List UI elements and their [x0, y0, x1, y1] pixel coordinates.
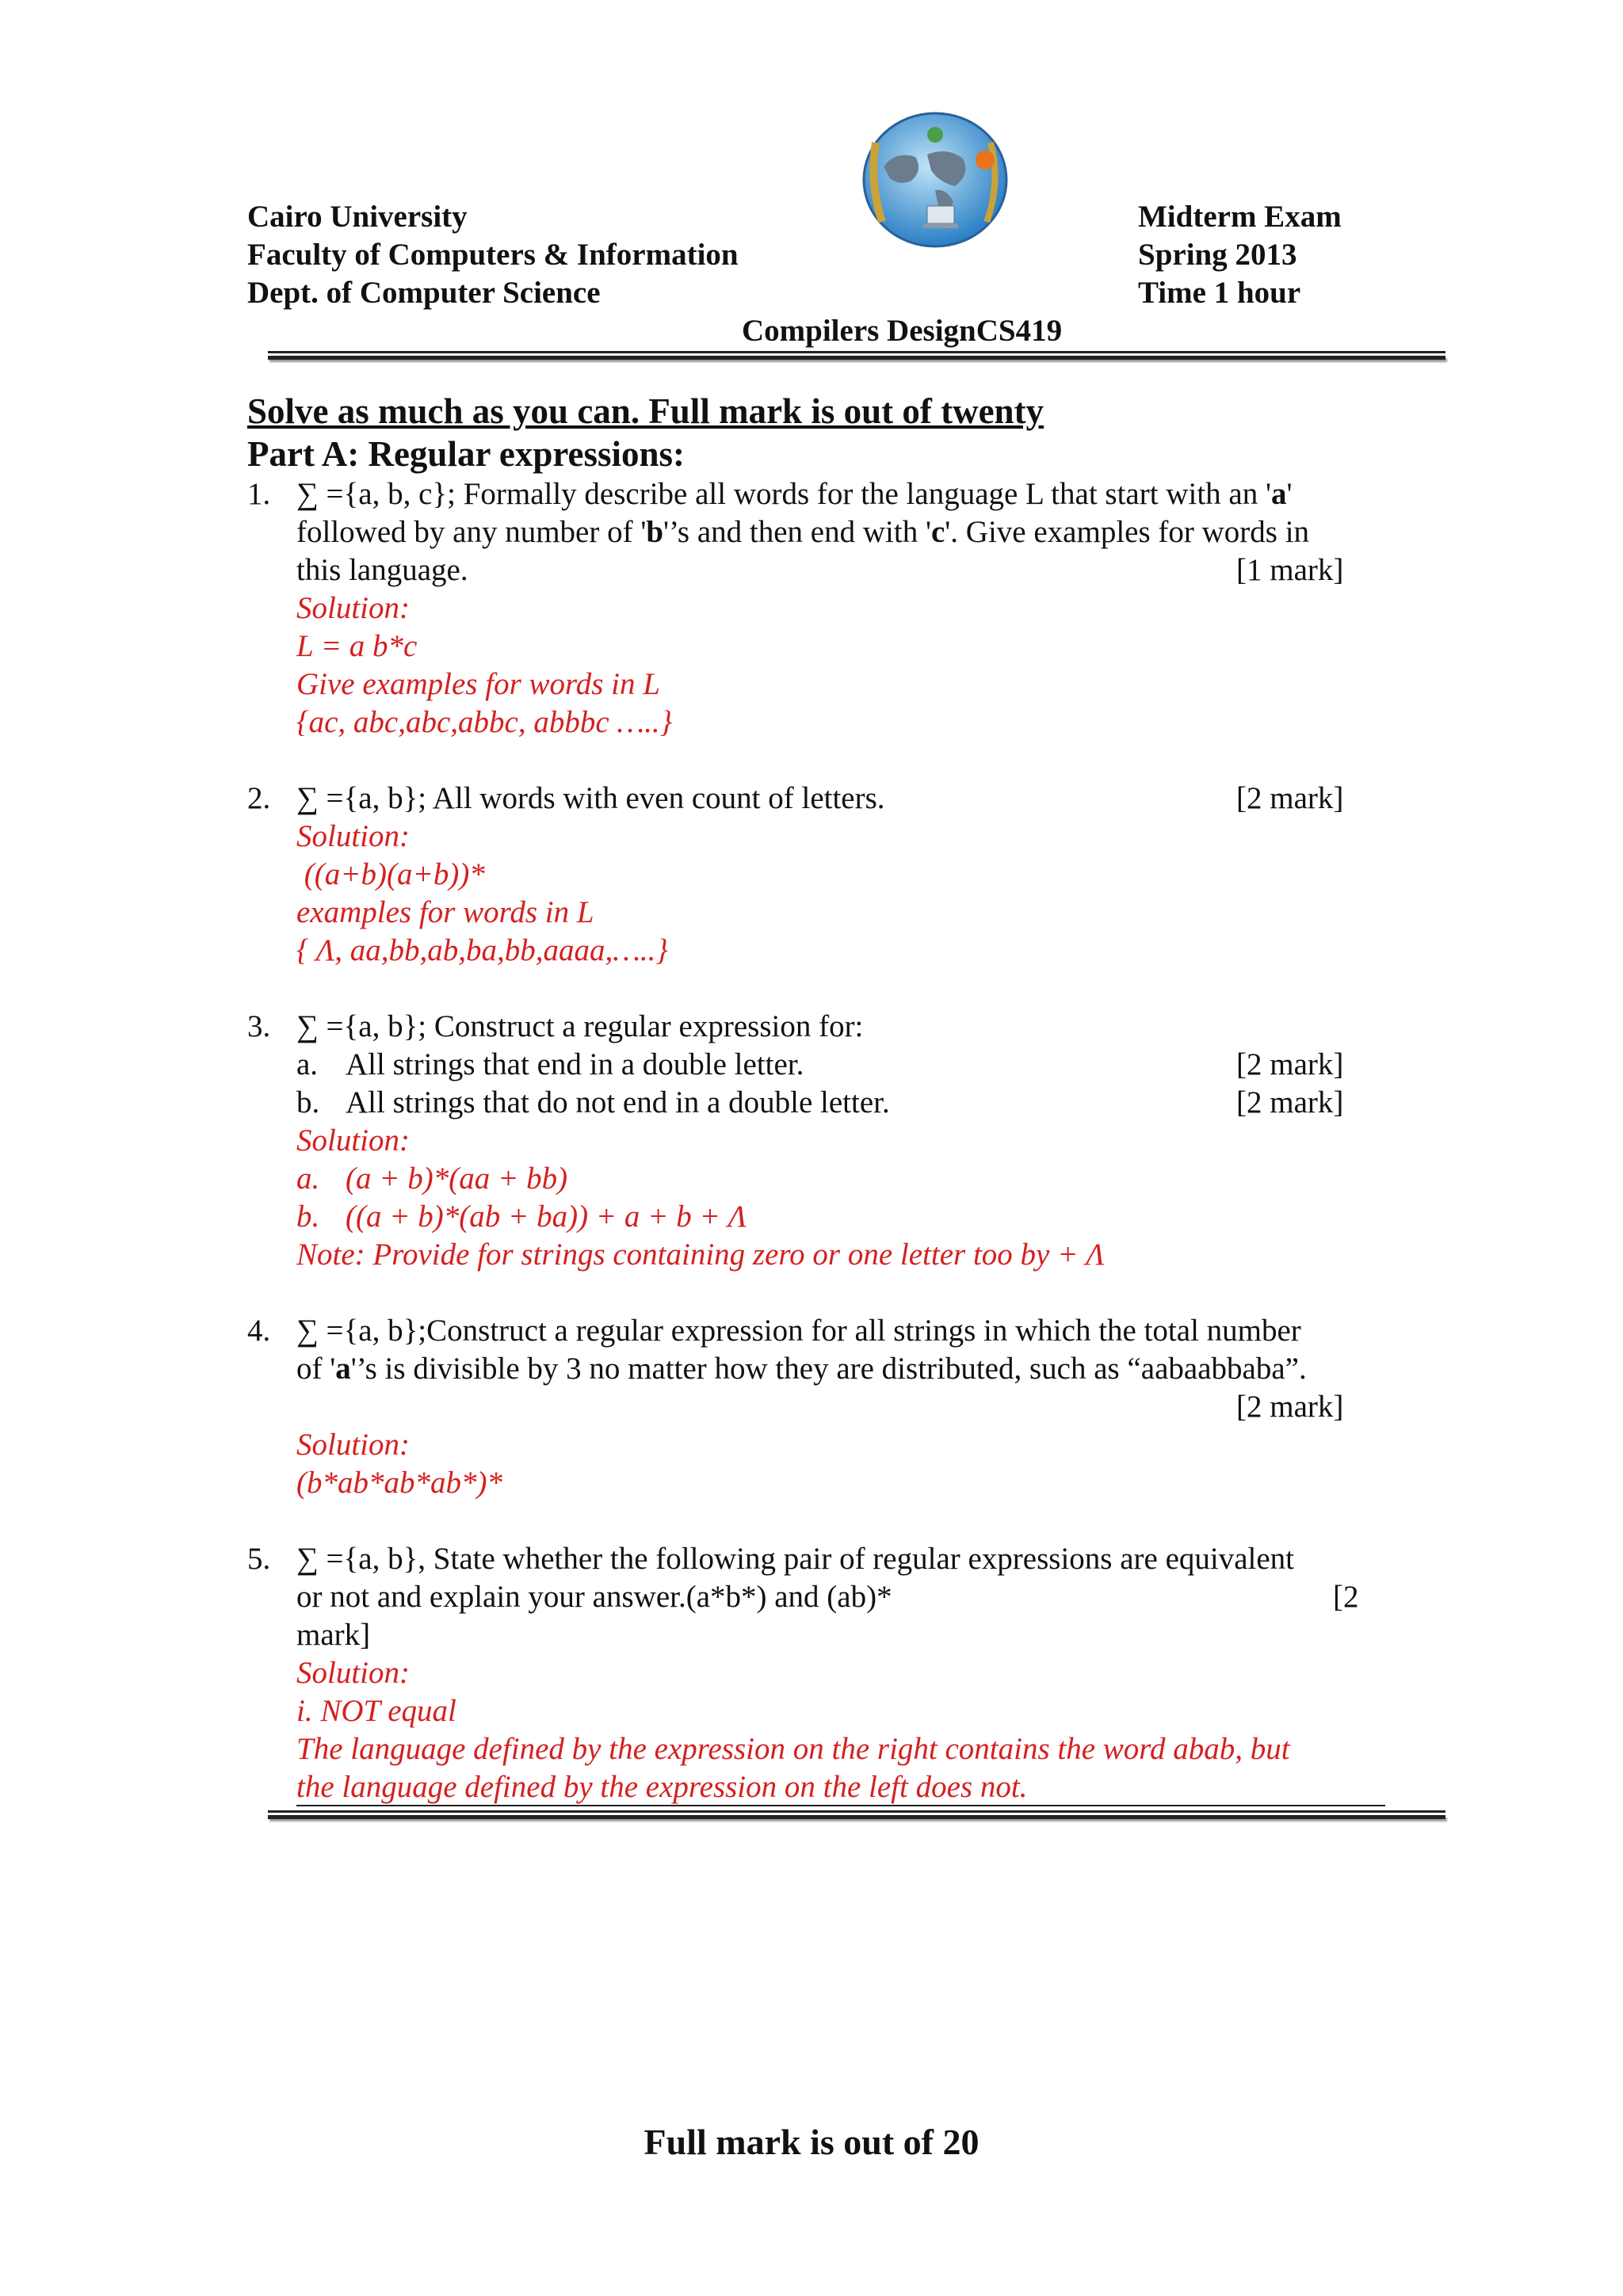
solution-line: { Λ, aa,bb,ab,ba,bb,aaaa,…..} — [296, 933, 668, 967]
question-text: ∑ ={a, b}, State whether the following pair of regular expressions are equivalent — [296, 1542, 1295, 1576]
solution-label: Solution: — [296, 1428, 410, 1462]
question-text: ∑ ={a, b};Construct a regular expression for all strings in which the total number — [296, 1314, 1301, 1348]
solution-label: Solution: — [296, 1123, 410, 1158]
exam-type: Midterm Exam — [1138, 200, 1342, 234]
question-mark: [1 mark] — [1236, 553, 1344, 587]
header-divider — [268, 351, 1445, 360]
subquestion-label: b. — [296, 1085, 320, 1119]
question-mark: [2 mark] — [1236, 1085, 1344, 1119]
university-name: Cairo University — [247, 200, 468, 234]
solution-note: Note: Provide for strings containing zero or one letter too by + Λ — [296, 1238, 1105, 1272]
answer-label: a. — [296, 1161, 320, 1196]
footer-total-mark: Full mark is out of 20 — [643, 2122, 980, 2162]
question-mark: [2 — [1333, 1580, 1359, 1614]
question-mark: [2 mark] — [1236, 1390, 1344, 1424]
subquestion-text: All strings that end in a double letter. — [346, 1047, 804, 1081]
solution-label: Solution: — [296, 819, 410, 853]
question-number: 4. — [247, 1314, 271, 1348]
footer-divider — [268, 1810, 1445, 1820]
question-text: followed by any number of 'b'’s and then end with 'c'. Give examples for words in — [296, 515, 1310, 549]
exam-duration: Time 1 hour — [1138, 276, 1301, 310]
part-title: Part A: Regular expressions: — [247, 434, 685, 474]
question-mark: [2 mark] — [1236, 1047, 1344, 1081]
question-number: 2. — [247, 781, 271, 815]
subquestion-text: All strings that do not end in a double letter. — [346, 1085, 890, 1119]
solution-line: L = a b*c — [296, 629, 418, 663]
question-text: ∑ ={a, b}; Construct a regular expression for: — [296, 1009, 864, 1043]
solution-line: (b*ab*ab*ab*)* — [296, 1466, 502, 1500]
question-mark: mark] — [296, 1618, 371, 1652]
question-text: this language. — [296, 553, 468, 587]
exam-semester: Spring 2013 — [1138, 238, 1297, 272]
solution-label: Solution: — [296, 1656, 410, 1690]
solution-line: examples for words in L — [296, 895, 594, 929]
answer-underline — [296, 1805, 1385, 1806]
question-text: ∑ ={a, b, c}; Formally describe all words for the language L that start with an 'a' — [296, 477, 1293, 511]
solution-line: Give examples for words in L — [296, 667, 660, 701]
question-text: or not and explain your answer.(a*b*) and (ab)* — [296, 1580, 892, 1614]
answer-text: ((a + b)*(ab + ba)) + a + b + Λ — [346, 1199, 747, 1234]
question-mark: [2 mark] — [1236, 781, 1344, 815]
question-number: 1. — [247, 477, 271, 511]
department-name: Dept. of Computer Science — [247, 276, 601, 310]
solution-line: The language defined by the expression on the right contains the word abab, but — [296, 1732, 1290, 1766]
solution-line: {ac, abc,abc,abbc, abbbc …..} — [296, 705, 673, 739]
question-number: 3. — [247, 1009, 271, 1043]
university-logo — [860, 111, 1010, 250]
subquestion-label: a. — [296, 1047, 319, 1081]
course-title: Compilers DesignCS419 — [742, 314, 1063, 348]
solution-label: Solution: — [296, 591, 410, 625]
faculty-name: Faculty of Computers & Information — [247, 238, 739, 272]
question-number: 5. — [247, 1542, 271, 1576]
question-text: of 'a'’s is divisible by 3 no matter how they are distributed, such as “aabaabbaba”. — [296, 1352, 1307, 1386]
answer-text: (a + b)*(aa + bb) — [346, 1161, 568, 1196]
solution-line: ((a+b)(a+b))* — [296, 857, 485, 891]
globe-logo-icon — [860, 111, 1010, 250]
question-text: ∑ ={a, b}; All words with even count of letters. — [296, 781, 885, 815]
instructions: Solve as much as you can. Full mark is out of twenty — [247, 391, 1044, 431]
answer-label: b. — [296, 1199, 320, 1234]
solution-line: the language defined by the expression on the left does not. — [296, 1770, 1028, 1804]
solution-line: i. NOT equal — [296, 1694, 456, 1728]
